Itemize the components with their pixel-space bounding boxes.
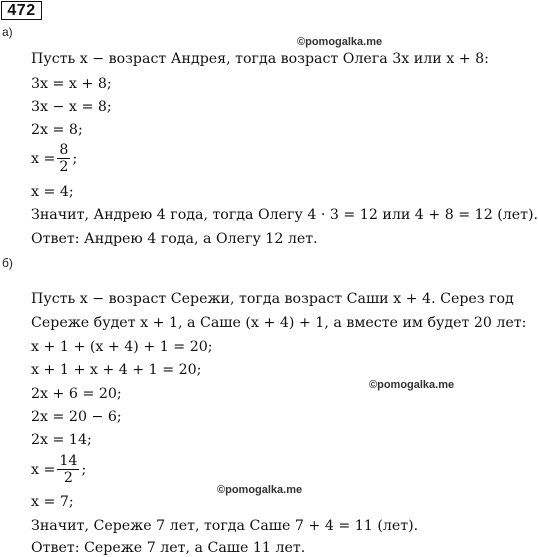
- part-b-line-3: x + 1 + (x + 4) + 1 = 20;: [31, 339, 213, 355]
- part-a-line-4: 2x = 8;: [31, 122, 83, 138]
- watermark-bottom: ©pomogalka.me: [217, 484, 303, 496]
- part-b-line-4: x + 1 + x + 4 + 1 = 20;: [31, 362, 202, 378]
- part-b-line-2: Сереже будет x + 1, а Саше (x + 4) + 1, а вместе им будет 20 лет:: [31, 315, 527, 331]
- part-b-label: б): [2, 256, 13, 270]
- part-b-line-8: x = 7;: [31, 494, 74, 510]
- part-a-line-3: 3x − x = 8;: [31, 99, 112, 115]
- part-a-line-1: Пусть x − возраст Андрея, тогда возраст Олега 3x или x + 8:: [31, 51, 489, 67]
- fraction-prefix: x =: [31, 461, 56, 478]
- part-b-conclusion: Значит, Сереже 7 лет, тогда Саше 7 + 4 = 11 (лет).: [31, 518, 419, 534]
- task-number-badge: 472: [1, 1, 42, 20]
- watermark-top: ©pomogalka.me: [297, 36, 383, 48]
- watermark-middle: ©pomogalka.me: [369, 379, 455, 391]
- fraction-denominator: 2: [63, 470, 73, 486]
- part-a-fraction-line: [31, 142, 77, 175]
- fraction-suffix: ;: [72, 150, 78, 167]
- fraction-suffix: ;: [81, 461, 87, 478]
- part-a-line-2: 3x = x + 8;: [31, 76, 112, 92]
- part-a-answer: Ответ: Андрею 4 года, а Олегу 12 лет.: [31, 231, 318, 247]
- part-a-label: а): [2, 25, 13, 39]
- fraction-numerator: 14: [59, 453, 78, 469]
- part-b-answer: Ответ: Сереже 7 лет, а Саше 11 лет.: [31, 540, 306, 556]
- part-b-fraction-line: [31, 453, 86, 486]
- part-a-line-6: x = 4;: [31, 184, 74, 200]
- part-b-line-1: Пусть x − возраст Сережи, тогда возраст Саши x + 4. Серез год: [31, 291, 514, 307]
- fraction: [57, 453, 79, 486]
- fraction-denominator: 2: [59, 159, 69, 175]
- part-b-line-5: 2x + 6 = 20;: [31, 386, 122, 402]
- fraction: [57, 142, 70, 175]
- fraction-prefix: x =: [31, 150, 56, 167]
- fraction-numerator: 8: [59, 142, 69, 158]
- part-b-line-7: 2x = 14;: [31, 432, 92, 448]
- part-a-conclusion: Значит, Андрею 4 года, тогда Олегу 4 · 3 = 12 или 4 + 8 = 12 (лет).: [31, 207, 538, 223]
- part-b-line-6: 2x = 20 − 6;: [31, 409, 122, 425]
